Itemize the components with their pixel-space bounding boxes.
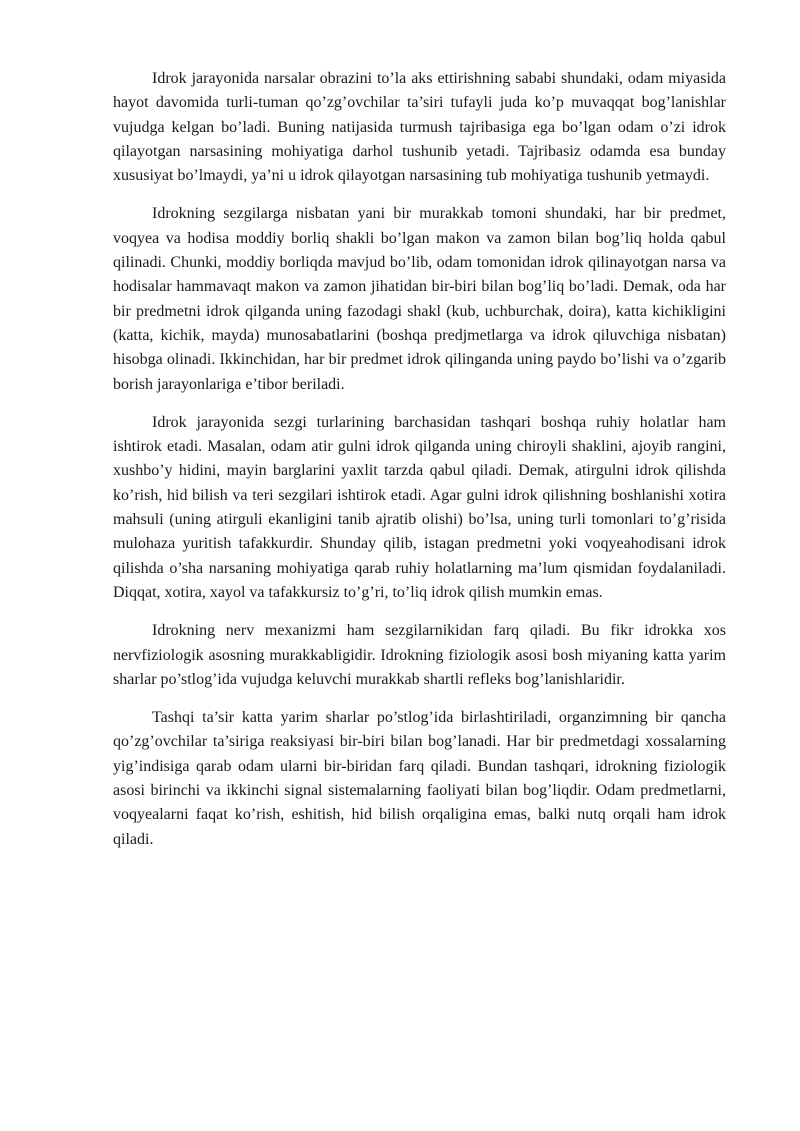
paragraph-2: Idrokning sezgilarga nisbatan yani bir murakkab tomoni shundaki, har bir predmet, voqyea va hodisa moddiy borliq shakli bo’lgan makon va zamon bilan bog’liq holda qabul qilinadi. Chunki, moddiy borliqda mavjud bo’lib, odam tomonidan idrok qilinayotgan narsa va hodisalar hammavaqt makon va zamon jihatidan bir-biri bilan bog’liq bo’ladi. Demak, oda har bir predmetni idrok qilganda uning fazodagi shakl (kub, uchburchak, doira), katta kichikligini (katta, kichik, mayda) munosabatlarini (boshqa predjmetlarga va idrok qiluvchiga nisbatan) hisobga olinadi. Ikkinchidan, har bir predmet idrok qilinganda uning paydo bo’lishi va o’zgarib borish jarayonlariga e’tibor beriladi. [113,205,726,393]
paragraph-1: Idrok jarayonida narsalar obrazini to’la aks ettirishning sababi shundaki, odam miyasida hayot davomida turli-tuman qo’zg’ovchilar ta’siri tufayli juda ko’p muvaqqat bog’lanishlar vujudga kelgan bo’ladi. Buning natijasida turmush tajribasiga ega bo’lgan odam o’zi idrok qilayotgan narsasining mohiyatiga darhol tushunib yetadi. Tajribasiz odamda esa bunday xususiyat bo’lmaydi, ya’ni u idrok qilayotgan narsasining tub mohiyatiga tushunib yetmaydi. [113,70,726,185]
paragraph-5: Tashqi ta’sir katta yarim sharlar po’stlog’ida birlashtiriladi, organzimning bir qancha qo’zg’ovchilar ta’siriga reaksiyasi bir-biri bilan bog’lanadi. Har bir predmetdagi xossalarning yig’indisiga qarab odam ularni bir-biridan farq qiladi. Bundan tashqari, idrokning fiziologik asosi birinchi va ikkinchi signal sistemalarning faoliyati bilan bog’liqdir. Odam predmetlarni, voqyealarni faqat ko’rish, eshitish, hid bilish orqaligina emas, balki nutq orqali ham idrok qiladi. [113,709,726,848]
paragraph-3: Idrok jarayonida sezgi turlarining barchasidan tashqari boshqa ruhiy holatlar ham ishtirok etadi. Masalan, odam atir gulni idrok qilganda uning chiroyli shaklini, ajoyib rangini, xushbo’y hidini, mayin barglarini yaxlit tarzda qabul qiladi. Demak, atirgulni idrok qilishda ko’rish, hid bilish va teri sezgilari ishtirok etadi. Agar gulni idrok qilishning boshlanishi xotira mahsuli (uning atirguli ekanligini tanib ajratib olishi) bo’lsa, uning turli tomonlari to’g’risida mulohaza yuritish tafakkurdir. Shunday qilib, istagan predmetni yoki voqyeahodisani idrok qilishda o’sha narsaning mohiyatiga qarab ruhiy holatlarning ma’lum qismidan foydalaniladi. Diqqat, xotira, xayol va tafakkursiz to’g’ri, to’liq idrok qilish mumkin emas. [113,413,726,601]
document-page [113,67,726,866]
paragraph-4: Idrokning nerv mexanizmi ham sezgilarnikidan farq qiladi. Bu fikr idrokka xos nervfiziologik asosning murakkabligidir. Idrokning fiziologik asosi bosh miyaning katta yarim sharlar po’stlog’ida vujudga keluvchi murakkab shartli refleks bog’lanishlaridir. [113,622,726,688]
